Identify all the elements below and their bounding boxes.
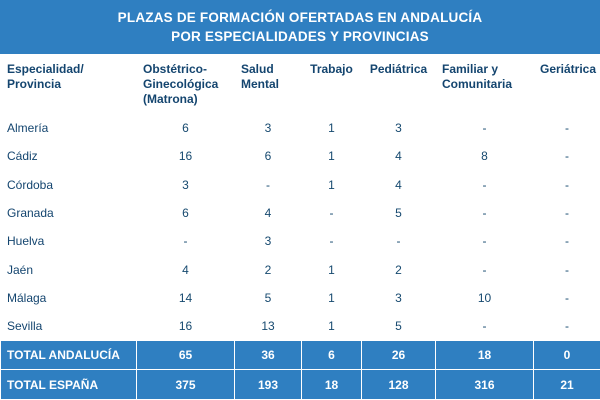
cell-obstetrico: 16 [137, 142, 235, 170]
cell-salud-mental: 3 [235, 227, 302, 255]
table-row [1, 170, 600, 198]
cell-pediatrica: 26 [362, 341, 436, 370]
cell-trabajo: 1 [302, 255, 362, 283]
cell-geriatrica: - [534, 255, 600, 283]
cell-trabajo: - [302, 227, 362, 255]
table-row [1, 114, 600, 142]
cell-trabajo: - [302, 199, 362, 227]
cell-obstetrico: 3 [137, 170, 235, 198]
cell-pediatrica: 4 [362, 142, 436, 170]
cell-provincia: Huelva [1, 227, 137, 255]
cell-familiar: 316 [436, 370, 534, 400]
column-header-provincia [1, 55, 137, 114]
table-row [1, 312, 600, 340]
cell-trabajo: 1 [302, 114, 362, 142]
cell-familiar: - [436, 312, 534, 340]
cell-salud-mental: 3 [235, 114, 302, 142]
cell-geriatrica: - [534, 142, 600, 170]
table-row [1, 199, 600, 227]
column-header-obstetrico-line-2: Ginecológica [143, 76, 219, 91]
cell-familiar: - [436, 255, 534, 283]
page-title-line-2: POR ESPECIALIDADES Y PROVINCIAS [171, 28, 429, 44]
cell-salud-mental: 13 [235, 312, 302, 340]
cell-obstetrico: 6 [137, 114, 235, 142]
cell-provincia: Córdoba [1, 170, 137, 198]
cell-provincia: Sevilla [1, 312, 137, 340]
column-header-familiar-line-1: Familiar y [442, 62, 499, 77]
cell-geriatrica: - [534, 227, 600, 255]
cell-provincia: TOTAL ESPAÑA [1, 370, 137, 400]
cell-obstetrico: 4 [137, 255, 235, 283]
table-total-row-espana [1, 370, 600, 400]
cell-provincia: Málaga [1, 284, 137, 312]
cell-salud-mental: 4 [235, 199, 302, 227]
column-header-obstetrico-line-3: (Matrona) [143, 91, 198, 106]
cell-obstetrico: - [137, 227, 235, 255]
column-header-obstetrico [137, 55, 235, 114]
table-body [1, 114, 600, 400]
cell-geriatrica: - [534, 284, 600, 312]
column-header-salud-mental-line-1: Salud [241, 62, 274, 77]
page-title [0, 0, 600, 54]
cell-trabajo: 6 [302, 341, 362, 370]
table-header [1, 55, 600, 114]
column-header-geriatrica: Geriátrica [534, 55, 600, 114]
cell-salud-mental: - [235, 170, 302, 198]
column-header-salud-mental [235, 55, 302, 114]
cell-provincia: Cádiz [1, 142, 137, 170]
cell-geriatrica: 21 [534, 370, 600, 400]
column-header-salud-mental-line-2: Mental [241, 76, 280, 91]
cell-salud-mental: 5 [235, 284, 302, 312]
cell-geriatrica: - [534, 114, 600, 142]
header-row [1, 55, 600, 114]
cell-familiar: - [436, 227, 534, 255]
cell-provincia: Granada [1, 199, 137, 227]
page-title-line-1: PLAZAS DE FORMACIÓN OFERTADAS EN ANDALUCÍA [117, 10, 483, 25]
column-header-provincia-line-1: Especialidad/ [7, 62, 84, 77]
cell-familiar: - [436, 114, 534, 142]
cell-provincia: Almería [1, 114, 137, 142]
cell-pediatrica: 5 [362, 199, 436, 227]
cell-pediatrica: 3 [362, 114, 436, 142]
column-header-provincia-line-2: Provincia [7, 76, 62, 91]
cell-familiar: - [436, 170, 534, 198]
cell-geriatrica: - [534, 170, 600, 198]
cell-geriatrica: - [534, 199, 600, 227]
plazas-table [0, 54, 600, 400]
table-total-row-andalucia [1, 341, 600, 370]
column-header-familiar-line-2: Comunitaria [442, 76, 513, 91]
cell-pediatrica: 3 [362, 284, 436, 312]
cell-trabajo: 1 [302, 312, 362, 340]
cell-familiar: 8 [436, 142, 534, 170]
cell-obstetrico: 6 [137, 199, 235, 227]
cell-obstetrico: 65 [137, 341, 235, 370]
cell-trabajo: 1 [302, 170, 362, 198]
cell-salud-mental: 36 [235, 341, 302, 370]
cell-familiar: - [436, 199, 534, 227]
cell-pediatrica: 5 [362, 312, 436, 340]
column-header-pediatrica: Pediátrica [362, 55, 436, 114]
column-header-trabajo: Trabajo [302, 55, 362, 114]
cell-trabajo: 18 [302, 370, 362, 400]
cell-obstetrico: 16 [137, 312, 235, 340]
cell-trabajo: 1 [302, 142, 362, 170]
cell-familiar: 10 [436, 284, 534, 312]
table-row [1, 255, 600, 283]
cell-pediatrica: - [362, 227, 436, 255]
cell-salud-mental: 193 [235, 370, 302, 400]
cell-familiar: 18 [436, 341, 534, 370]
column-header-familiar [436, 55, 534, 114]
table-row [1, 284, 600, 312]
cell-provincia: TOTAL ANDALUCÍA [1, 341, 137, 370]
table-row [1, 227, 600, 255]
cell-obstetrico: 14 [137, 284, 235, 312]
cell-pediatrica: 128 [362, 370, 436, 400]
cell-salud-mental: 6 [235, 142, 302, 170]
cell-salud-mental: 2 [235, 255, 302, 283]
cell-geriatrica: 0 [534, 341, 600, 370]
column-header-obstetrico-line-1: Obstétrico- [143, 62, 208, 77]
cell-provincia: Jaén [1, 255, 137, 283]
table-row [1, 142, 600, 170]
cell-trabajo: 1 [302, 284, 362, 312]
cell-obstetrico: 375 [137, 370, 235, 400]
cell-pediatrica: 2 [362, 255, 436, 283]
cell-pediatrica: 4 [362, 170, 436, 198]
cell-geriatrica: - [534, 312, 600, 340]
